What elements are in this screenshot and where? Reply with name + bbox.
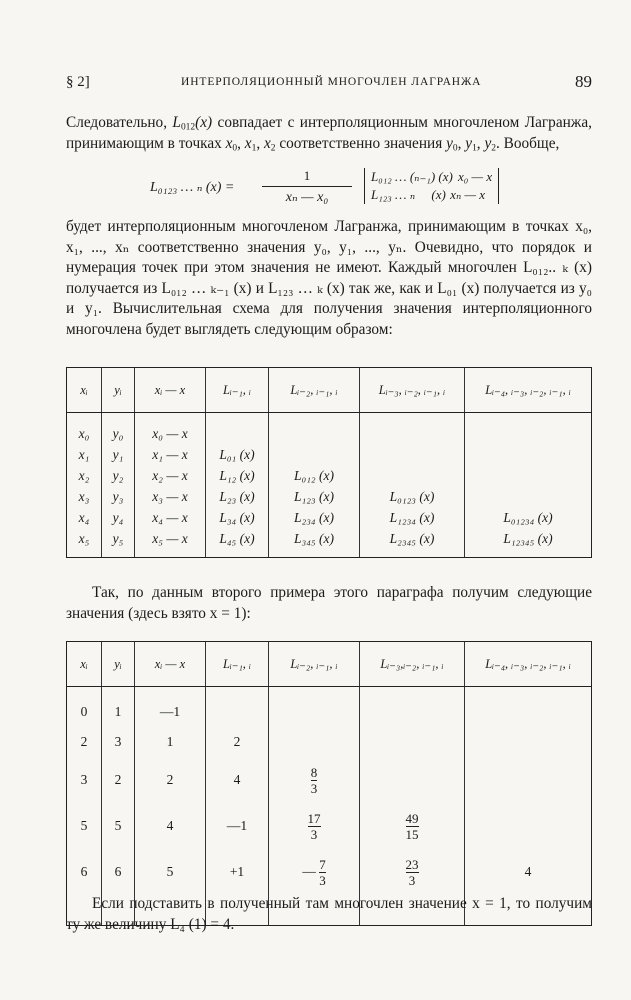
table-cell: y₃ [102,486,135,507]
table-cell [269,849,360,895]
column-header: Lᵢ₋₁, ᵢ [206,368,269,413]
table-cell: x₀ — x [135,423,206,444]
table-header-row [67,642,592,687]
table-cell [269,423,360,444]
table-cell: 2 [206,727,269,757]
table-row [67,465,592,486]
table-cell: x₃ [67,486,102,507]
formula-lhs: L₀₁₂₃ … ₙ (x) = [150,180,235,195]
fraction-numerator: 49 [405,810,419,826]
math-subscript: 2 [270,142,276,153]
table-cell: 4 [465,849,592,895]
table-cell [206,423,269,444]
math-symbol: L [172,114,181,131]
table-cell: y₅ [102,528,135,549]
formula-fraction [262,168,352,206]
math-symbol: x [263,134,271,152]
table-cell: x₅ — x [135,528,206,549]
text-run: . Вообще, [495,134,560,152]
table-cell: x₁ — x [135,444,206,465]
table-cell: 6 [67,849,102,895]
table-spacer-row [67,549,592,558]
math-subscript: 0 [232,142,238,153]
table-cell: x₀ [67,423,102,444]
table-cell: L₄₅ (x) [206,528,269,549]
table-cell: —1 [206,803,269,849]
table-cell: 0 [67,697,102,727]
math-symbol: y [484,134,492,152]
table-cell [269,444,360,465]
table-cell: L₀₁ (x) [206,444,269,465]
column-header: yᵢ [102,368,135,413]
fraction [406,857,419,888]
column-header: Lᵢ₋₃, ᵢ₋₂, ᵢ₋₁, ᵢ [360,368,465,413]
table-cell: 4 [135,803,206,849]
table-cell [206,697,269,727]
text-run: , [457,134,466,152]
table-cell: x₄ [67,507,102,528]
table-cell: x₄ — x [135,507,206,528]
fraction [406,811,419,842]
table-cell [360,757,465,803]
table-cell [360,803,465,849]
fraction-denominator: 3 [308,826,321,842]
table-cell [465,727,592,757]
table-cell [465,465,592,486]
table-cell: L₁₂₃₄₅ (x) [465,528,592,549]
fraction-denominator: 3 [310,780,318,796]
table-cell: x₂ [67,465,102,486]
table-cell: L₃₄₅ (x) [269,528,360,549]
lagrange-formula [150,164,510,210]
table-cell [360,727,465,757]
math-subscript: 1 [472,142,477,153]
minus-sign: — [302,863,316,879]
table-cell [360,697,465,727]
math-symbol: y [465,134,473,152]
math-subscript: 0 [452,142,458,153]
determinant-cell: xₙ — x [450,187,486,202]
table-cell [465,444,592,465]
table-cell [360,444,465,465]
table-cell: y₄ [102,507,135,528]
column-header: Lᵢ₋₄, ᵢ₋₃, ᵢ₋₂, ᵢ₋₁, ᵢ [465,642,592,687]
column-header: xᵢ [67,368,102,413]
table-cell: 5 [102,803,135,849]
table-cell [360,465,465,486]
math-symbol: (x) [195,114,213,131]
fraction [311,765,318,796]
text-run: , [256,134,264,152]
table-cell [269,697,360,727]
table-cell: 5 [135,849,206,895]
table-cell: 1 [102,697,135,727]
text-run: Следовательно, [66,114,168,131]
table-row [67,507,592,528]
table-cell [465,697,592,727]
column-header: xᵢ [67,642,102,687]
table-row [67,486,592,507]
fraction-denominator: xₙ — x₀ [285,190,329,205]
determinant-row [371,168,492,186]
math-subscript: 2 [491,142,496,153]
fraction-bar [262,186,352,187]
paragraph-2: будет интерполяционным многочленом Лагранжа, принимающим в точках x₀, x₁, ..., xₙ соответственно значения y₀, y₁, ..., yₙ. Очевидно, что порядок и нумерация точек при этом значения не имеют. Каждый многочлен L₀₁₂.. ₖ (x) получается из L₀₁₂ … ₖ₋₁ (x) и L₁₂₃ … ₖ (x) так же, как и L₀₁ (x) получается из y₀ и y₁. Вычислительная схема для получения значения интерполяционного многочлена будет выглядеть следующим образом: [66,218,592,338]
table-cell [269,757,360,803]
table-cell [465,486,592,507]
column-header: Lᵢ₋₂, ᵢ₋₁, ᵢ [269,368,360,413]
fraction-denominator: 3 [406,872,419,888]
math-symbol: x [244,134,252,152]
table-row [67,423,592,444]
table-cell: x₅ [67,528,102,549]
determinant-row [371,186,492,204]
column-header: Lᵢ₋₁, ᵢ [206,642,269,687]
table-cell: L₂₃ (x) [206,486,269,507]
table-row [67,444,592,465]
table-cell: L₀₁₂₃ (x) [360,486,465,507]
table-cell [269,803,360,849]
table-row [67,757,592,803]
math-symbol: y [446,134,453,152]
table-cell: 4 [206,757,269,803]
table-row [67,697,592,727]
table-cell: x₂ — x [135,465,206,486]
table-spacer-row [67,687,592,698]
table-cell [269,727,360,757]
text-run: , [476,134,485,152]
table-cell [465,757,592,803]
column-header: Lᵢ₋₄, ᵢ₋₃, ᵢ₋₂, ᵢ₋₁, ᵢ [465,368,592,413]
table-cell: 3 [102,727,135,757]
table-cell: L₂₃₄₅ (x) [360,528,465,549]
column-header: Lᵢ₋₃,ᵢ₋₂, ᵢ₋₁, ᵢ [360,642,465,687]
text-run: совпадает с интерполяционным многочленом Лагранжа, принимающим в точках [66,114,592,152]
paragraph-3: Так, по данным второго примера этого параграфа получим следующие значения (здесь взято x = 1): [66,584,592,622]
table-cell: —1 [135,697,206,727]
text-run: соответственно значения [275,134,447,152]
table-cell: L₀₁₂₃₄ (x) [465,507,592,528]
fraction [319,857,326,888]
scheme-table [66,367,592,558]
determinant-cell: x₀ — x [457,169,493,184]
page-number: 89 [575,72,592,91]
fraction-numerator: 1 [303,168,311,183]
column-header: xᵢ — x [135,368,206,413]
column-header: yᵢ [102,642,135,687]
math-subscript: 1 [251,142,257,153]
table-row [67,528,592,549]
table-row [67,727,592,757]
table-cell: 5 [67,803,102,849]
table-cell: L₁₂ (x) [206,465,269,486]
table-spacer-row [67,413,592,424]
section-marker: § 2] [66,74,90,90]
fraction-denominator: 15 [405,826,419,842]
fraction [308,811,321,842]
table-header-row [67,368,592,413]
paragraph-1 [66,113,592,154]
column-header: Lᵢ₋₂, ᵢ₋₁, ᵢ [269,642,360,687]
fraction-numerator: 8 [310,764,318,780]
table-cell: 3 [67,757,102,803]
table-cell [465,803,592,849]
determinant [364,168,499,204]
table-cell: 2 [67,727,102,757]
table-cell [465,423,592,444]
table-cell: L₁₂₃₄ (x) [360,507,465,528]
table-row [67,849,592,895]
table-cell: y₁ [102,444,135,465]
fraction-numerator: 23 [405,856,419,872]
table-cell [360,423,465,444]
table-cell: 2 [135,757,206,803]
math-subscript: 012 [180,122,196,133]
table-cell: x₃ — x [135,486,206,507]
table-cell: 6 [102,849,135,895]
table-cell [360,849,465,895]
table-cell: L₂₃₄ (x) [269,507,360,528]
table-cell: x₁ [67,444,102,465]
numeric-table [66,641,592,926]
paragraph-4: Если подставить в полученный там многочлен значение x = 1, то получим ту же величину L₄ (1) = 4. [66,895,592,933]
determinant-cell: L₁₂₃ … ₙ (x) [371,187,446,202]
running-title: ИНТЕРПОЛЯЦИОННЫЙ МНОГОЧЛЕН ЛАГРАНЖА [181,76,482,88]
table-cell: L₃₄ (x) [206,507,269,528]
fraction-denominator: 3 [319,872,326,888]
column-header: xᵢ — x [135,642,206,687]
table-cell: L₁₂₃ (x) [269,486,360,507]
page-header [66,72,592,96]
table-cell: 1 [135,727,206,757]
table-cell: y₀ [102,423,135,444]
fraction-numerator: 17 [307,810,321,826]
table-cell: y₂ [102,465,135,486]
table-cell: +1 [206,849,269,895]
math-symbol: x [225,134,233,152]
text-run: , [237,134,245,152]
table-cell: 2 [102,757,135,803]
table-cell: L₀₁₂ (x) [269,465,360,486]
fraction-numerator: 7 [319,856,326,872]
determinant-cell: L₀₁₂ … (ₙ₋₁) (x) [371,169,453,184]
table-row [67,803,592,849]
